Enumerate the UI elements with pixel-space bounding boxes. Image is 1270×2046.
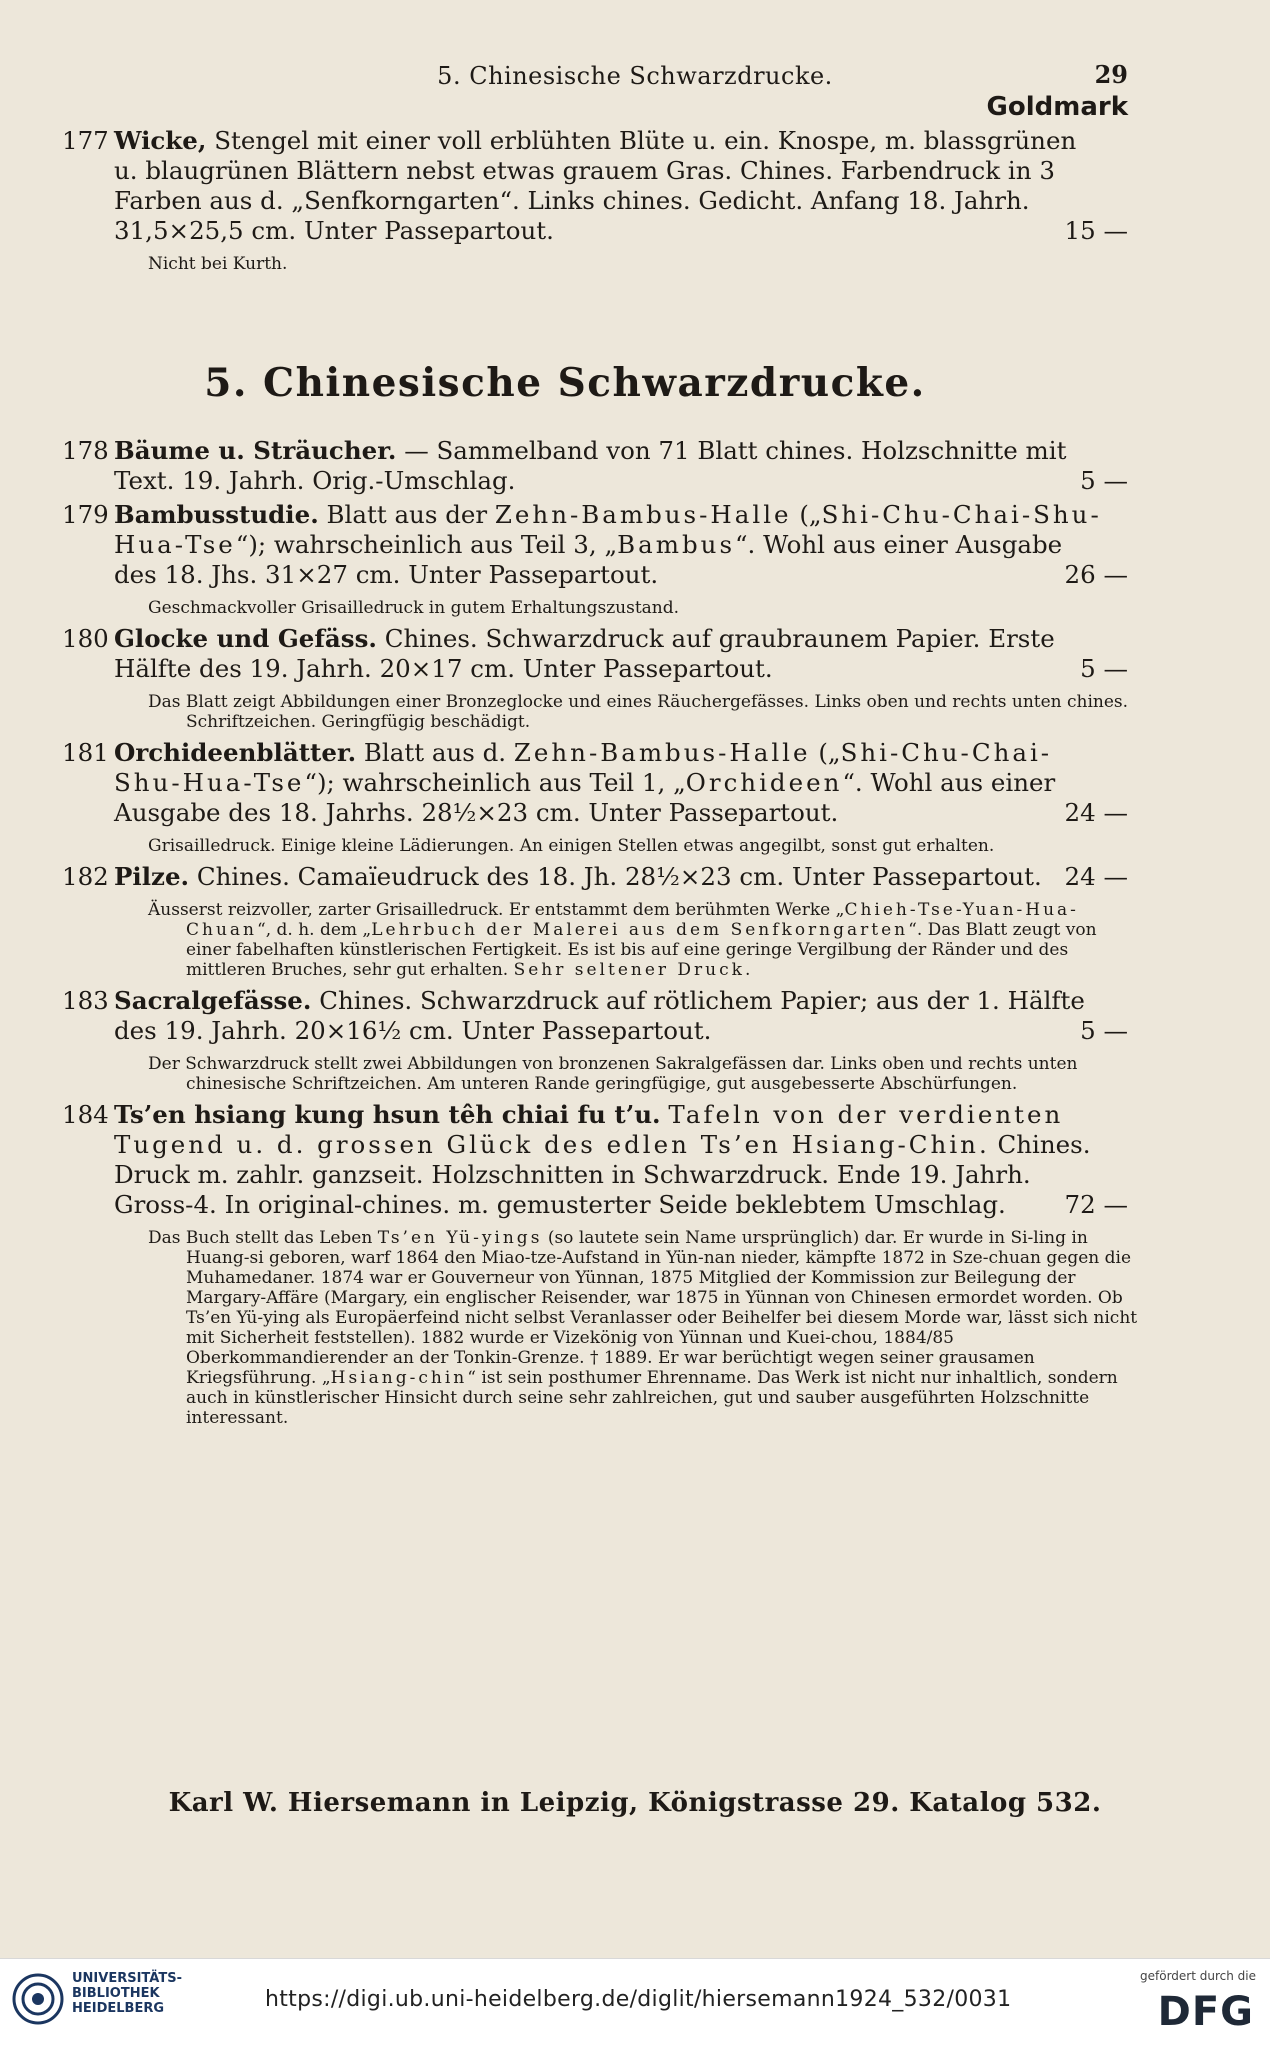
- entry-description: Blatt aus der: [318, 500, 495, 529]
- entry-text: [114, 986, 1104, 1046]
- entry-description: Chines. Schwarzdruck auf graubraunem Papier. Erste Hälfte des 19. Jahrh. 20×17 cm. Unter Passepartout.: [114, 624, 1055, 683]
- entry-title: Pilze.: [114, 862, 190, 891]
- entry-description: “); wahrscheinlich aus Teil 3, „: [235, 530, 618, 559]
- note-text: (so lautete sein Name ursprünglich) dar. Er wurde in Si-ling in Huang-si geboren, warf 1864 den Miao-tze-Aufstand in Yün-nan nieder, kämpfte 1872 in Sze-chuan gegen die Muhamedaner. 1874 war er Gouverneur von Yünnan, 1875 Mitglied der Kommission zur Beilegung der Margary-Affäre (Margary, ein englischer Reisender, war 1875 in Yünnan von Chinesen ermordet worden. Ob Ts’en Yü-ying als Europäerfeind nicht selbst Veranlasser oder Beihelfer bei diesem Morde war, lässt sich nicht mit Sicherheit feststellen). 1882 wurde er Vizekönig von Yünnan und Kuei-chou, 1884/85 Oberkommandierender an der Tonkin-Grenze. † 1889. Er war berüchtigt wegen seiner grausamen Kriegsführung. „: [186, 1228, 1138, 1388]
- catalog-entry-178: [62, 436, 1128, 496]
- lot-number: 183: [62, 986, 109, 1015]
- entry-title: Ts’en hsiang kung hsun têh chiai fu t’u.: [114, 1100, 661, 1129]
- lot-number: 181: [62, 738, 109, 767]
- entry-note: [148, 900, 1146, 980]
- entry-price: 26 —: [1064, 560, 1128, 589]
- entry-title: Orchideenblätter.: [114, 738, 357, 767]
- funded-by-label: gefördert durch die: [1140, 1969, 1256, 1983]
- lot-number: 178: [62, 436, 109, 465]
- entry-title: Sacralgefässe.: [114, 986, 312, 1015]
- entry-title: Bambusstudie.: [114, 500, 319, 529]
- entry-text: [114, 500, 1104, 590]
- catalog-entry-182: [62, 862, 1128, 980]
- page-number: 29: [1094, 60, 1128, 89]
- spaced-title: Bambus: [617, 530, 736, 559]
- spaced-title: Shi-Chu-Chai-Shu-Hua-Tse: [114, 500, 1102, 559]
- entry-description: — Sammelband von 71 Blatt chines. Holzschnitte mit Text. 19. Jahrh. Orig.-Umschlag.: [114, 436, 1067, 495]
- spaced-title: Zehn-Bambus-Halle: [513, 738, 811, 767]
- section-heading: 5. Chinesische Schwarzdrucke.: [204, 360, 926, 406]
- spaced-title: Orchideen: [685, 768, 843, 797]
- entry-note: Geschmackvoller Grisailledruck in gutem Erhaltungszustand.: [148, 598, 680, 618]
- catalog-entry-184: [62, 1100, 1138, 1428]
- spaced-title: Hsiang-chin: [330, 1368, 468, 1388]
- entry-text: [114, 862, 1104, 892]
- lot-number: 180: [62, 624, 109, 653]
- library-line: UNIVERSITÄTS-: [72, 1971, 182, 1986]
- entry-text: [114, 436, 1104, 496]
- lot-number: 182: [62, 862, 109, 891]
- running-title: 5. Chinesische Schwarzdrucke.: [437, 62, 833, 90]
- dfg-logo-icon[interactable]: DFG: [1157, 1989, 1254, 2035]
- entry-description: Chines. Schwarzdruck auf rötlichem Papier; aus der 1. Hälfte des 19. Jahrh. 20×16½ cm. Unter Passepartout.: [114, 986, 1085, 1045]
- catalog-entry-180: [62, 624, 1128, 732]
- entry-description: Chines. Druck m. zahlr. ganzseit. Holzschnitten in Schwarzdruck. Ende 19. Jahrh. Gross-4. In original-chines. m. gemusterter Seide beklebtem Umschlag.: [114, 1130, 1091, 1219]
- note-text: “ ist sein posthumer Ehrenname. Das Werk ist nicht nur inhaltlich, sondern auch in künstlerischer Hinsicht durch seine sehr zahlreichen, gut und sauber ausgeführten Holzschnitte interessant.: [186, 1368, 1118, 1428]
- spaced-title: Chieh-Tse-Yuan-Hua-Chuan: [186, 900, 1079, 940]
- entry-description: Blatt aus d.: [356, 738, 514, 767]
- entry-text: [114, 624, 1104, 684]
- entry-price: 5 —: [1080, 466, 1128, 495]
- entry-price: 5 —: [1080, 1016, 1128, 1045]
- entry-note: Der Schwarzdruck stellt zwei Abbildungen von bronzenen Sakralgefässen dar. Links oben und rechts unten chinesische Schriftzeichen. Am unteren Rande geringfügige, gut ausgebesserte Abschürfungen.: [148, 1054, 1078, 1094]
- entry-note: [148, 1228, 1146, 1428]
- publisher-footer: Karl W. Hiersemann in Leipzig, Königstrasse 29. Katalog 532.: [168, 1788, 1102, 1818]
- entry-description: Chines. Camaïeudruck des 18. Jh. 28½×23 cm. Unter Passepartout.: [189, 862, 1042, 891]
- entry-description: („: [810, 738, 841, 767]
- note-text: Das Buch stellt das Leben: [148, 1228, 378, 1248]
- spaced-title: Shi-Chu-Chai-Shu-Hua-Tse: [114, 738, 1053, 797]
- library-line: HEIDELBERG: [72, 2001, 165, 2016]
- spaced-title: Tafeln von der verdienten Tugend u. d. grossen Glück des edlen Ts’en Hsiang-Chin.: [114, 1100, 1064, 1159]
- entry-text: [114, 738, 1104, 828]
- entry-title: Bäume u. Sträucher.: [114, 436, 397, 465]
- entry-text: [114, 126, 1104, 246]
- entry-price: 24 —: [1064, 862, 1128, 891]
- viewer-bottom-bar: [0, 1958, 1270, 2046]
- entry-description: “. Wohl aus einer Ausgabe des 18. Jahrhs. 28½×23 cm. Unter Passepartout.: [114, 768, 1056, 827]
- spaced-emphasis: Sehr seltener Druck.: [513, 960, 754, 980]
- entry-description: “); wahrscheinlich aus Teil 1, „: [304, 768, 686, 797]
- ub-heidelberg-logo-icon[interactable]: [12, 1973, 64, 2025]
- catalog-entry-181: [62, 738, 1128, 856]
- entry-price: 15 —: [1064, 216, 1128, 245]
- lot-number: 177: [62, 126, 109, 155]
- currency-label: Goldmark: [986, 92, 1128, 122]
- catalog-content: [62, 126, 1138, 1428]
- catalog-entry-179: [62, 500, 1128, 618]
- entry-text: [114, 1100, 1104, 1220]
- entry-note: Grisailledruck. Einige kleine Lädierungen. An einigen Stellen etwas angegilbt, sonst gut erhalten.: [148, 836, 995, 856]
- library-name[interactable]: [72, 1971, 182, 2016]
- lot-number: 184: [62, 1100, 109, 1129]
- entry-title: Wicke,: [114, 126, 207, 155]
- entry-description: („: [791, 500, 822, 529]
- catalog-entry-183: [62, 986, 1128, 1094]
- entry-title: Glocke und Gefäss.: [114, 624, 377, 653]
- lot-number: 179: [62, 500, 109, 529]
- note-text: “. Das Blatt zeugt von einer fabelhaften künstlerischen Fertigkeit. Es ist bis auf eine geringe Vergilbung der Ränder und des mittleren Bruches, sehr gut erhalten.: [186, 920, 1097, 980]
- catalog-entry-177: [62, 126, 1128, 274]
- note-text: Äusserst reizvoller, zarter Grisailledruck. Er entstammt dem berühmten Werke „: [148, 900, 845, 920]
- entry-price: 24 —: [1064, 798, 1128, 827]
- spaced-title: Zehn-Bambus-Halle: [494, 500, 792, 529]
- entry-description: Stengel mit einer voll erblühten Blüte u. ein. Knospe, m. blassgrünen u. blaugrünen Blättern nebst etwas grauem Gras. Chines. Farbendruck in 3 Farben aus d. „Senfkorngarten“. Links chines. Gedicht. Anfang 18. Jahrh. 31,5×25,5 cm. Unter Passepartout.: [114, 126, 1077, 245]
- entry-note: Das Blatt zeigt Abbildungen einer Bronzeglocke und eines Räuchergefässes. Links oben und rechts unten chines. Schriftzeichen. Geringfügig beschädigt.: [148, 692, 1129, 732]
- note-text: “, d. h. dem „: [257, 920, 372, 940]
- permalink-url[interactable]: https://digi.ub.uni-heidelberg.de/diglit/hiersemann1924_532/0031: [265, 1987, 1012, 2012]
- entry-note: Nicht bei Kurth.: [148, 254, 288, 274]
- entry-description: “. Wohl aus einer Ausgabe des 18. Jhs. 31×27 cm. Unter Passepartout.: [114, 530, 1063, 589]
- entry-price: 72 —: [1064, 1190, 1128, 1219]
- library-line: BIBLIOTHEK: [72, 1986, 160, 2001]
- spaced-title: Lehrbuch der Malerei aus dem Senfkorngarten: [371, 920, 909, 940]
- spaced-title: Ts’en Yü-yings: [377, 1228, 543, 1248]
- entry-price: 5 —: [1080, 654, 1128, 683]
